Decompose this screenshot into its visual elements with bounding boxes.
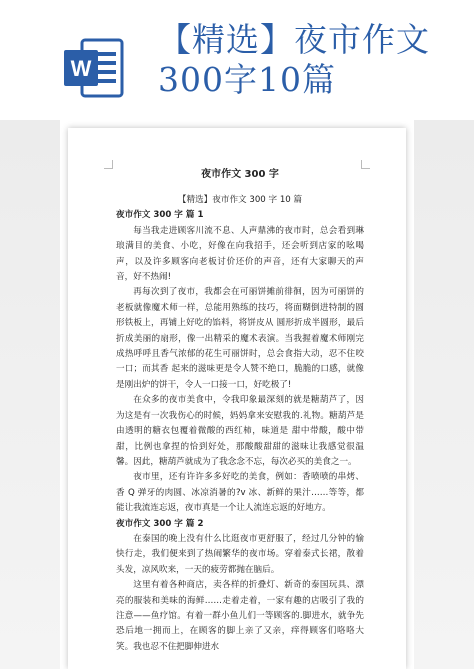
document-title: 夜市作文 300 字 [201, 169, 279, 180]
document-background-left [0, 120, 60, 669]
word-document-icon [62, 36, 126, 100]
paragraph: 夜市里，还有许许多多好吃的美食，例如：香喷喷的串烤、香 Q 弹牙的肉圆、冰凉消暑的?v 冰、新鲜的果汁……等等，都能让我流连忘返，夜市真是一个让人流连忘返的好地方。 [116, 472, 364, 514]
document-background-right [414, 120, 474, 669]
paragraph: 再每次到了夜市，我都会在可丽饼摊前徘徊，因为可丽饼的老板就像魔术师一样，总能用熟练的技巧，将面糊倒进特制的圆形铁板上，再铺上好吃的馅料，将饼皮从 圆形折成半圆形，最后折成美丽的扇形，像一出精采的魔术表演。当我握着魔术师刚完成热呼呼且香气浓郁的花生可丽饼时，总会食指大动，忍不住咬一口；而其香 起来的滋味更是令人赞不绝口，脆脆的口感，就像是刚出炉的饼干，令人一口接一口，好吃极了! [116, 287, 364, 390]
banner [0, 0, 474, 120]
banner-title-line-2: 300字10篇 [158, 60, 336, 99]
document-content [116, 168, 364, 655]
section-heading: 夜市作文 300 字 篇 1 [116, 210, 204, 221]
section-heading: 夜市作文 300 字 篇 2 [116, 518, 204, 529]
paragraph: 在泰国的晚上没有什么比逛夜市更舒服了，经过几分钟的愉快行走，我们便来到了热闹繁华的夜市场。穿着泰式长裙，散着头发，凉风吹来，一天的疲劳都抛在脑后。 [116, 533, 364, 575]
banner-title [158, 20, 430, 100]
document-page [68, 128, 406, 669]
paragraph: 在众多的夜市美食中，令我印象最深刻的就是糖葫芦了，因为这是有一次我伤心的时候，妈妈拿来安慰我的.礼物。糖葫芦是由透明的糖衣包覆着微酸的西红柿，味道是 甜中带酸，酸中带甜，比例也拿捏的恰到好处，那酸酸甜甜的滋味让我感觉很温馨。因此，糖葫芦就成为了我念念不忘，每次必买的美食之一。 [116, 395, 364, 467]
paragraph: 这里有着各种商店，卖各样的折叠灯、新奇的泰国玩具、漂亮的服装和美味的海鲜……走着走着，一家有趣的店吸引了我的注意——鱼疗馆。有着一群小鱼儿们一等顾客的.脚进水，就争先恐后地一拥而上，在顾客的脚上亲了又亲，痒得顾客们咯咯大笑。我也忍不住把脚伸进水 [116, 580, 364, 652]
svg-text:W: W [70, 56, 92, 81]
margin-corner-mark [104, 160, 113, 169]
banner-title-line-1: 【精选】夜市作文 [158, 20, 430, 59]
paragraph: 每当我走进顾客川流不息、人声鼎沸的夜市时，总会看到琳琅满目的美食、小吃，好像在向我招手，还会听到店家的吆喝声，以及许多顾客向老板讨价还价的声音，还有大家聊天的声音，好不热闹! [116, 225, 364, 283]
document-subtitle: 【精选】夜市作文 300 字 10 篇 [177, 195, 303, 205]
